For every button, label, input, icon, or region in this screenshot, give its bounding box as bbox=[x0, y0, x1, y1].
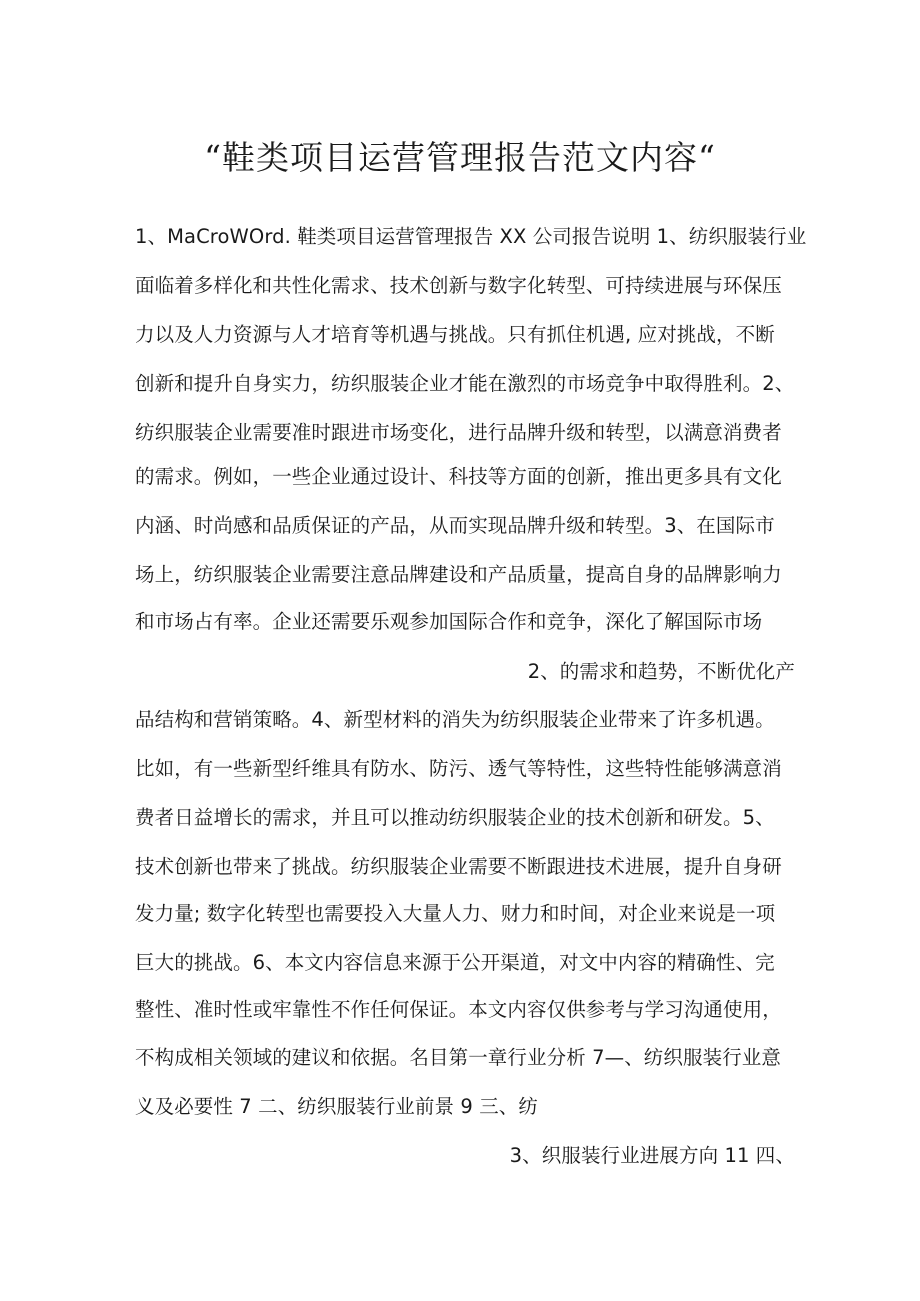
body-line-9: 和市场占有率。企业还需要乐观参加国际合作和竞争，深化了解国际市场 bbox=[135, 610, 763, 633]
body-line-5: 纺织服装企业需要准时跟进市场变化，进行品牌升级和转型，以满意消费者 bbox=[135, 421, 782, 444]
body-line-6: 的需求。例如，一些企业通过设计、科技等方面的创新，推出更多具有文化 bbox=[135, 465, 782, 488]
body-line-18: 不构成相关领域的建议和依据。名目第一章行业分析 7—、纺织服装行业意 bbox=[135, 1046, 782, 1069]
body-line-20: 3、织服装行业进展方向 11 四、 bbox=[509, 1144, 795, 1167]
body-line-13: 费者日益增长的需求，并且可以推动纺织服装企业的技术创新和研发。5、 bbox=[135, 806, 775, 829]
body-line-17: 整性、准时性或牢靠性不作任何保证。本文内容仅供参考与学习沟通使用， bbox=[135, 998, 782, 1021]
body-line-4: 创新和提升自身实力，纺织服装企业才能在激烈的市场竞争中取得胜利。2、 bbox=[135, 372, 795, 395]
body-line-8: 场上，纺织服装企业需要注意品牌建设和产品质量，提高自身的品牌影响力 bbox=[135, 563, 782, 586]
body-line-10: 2、的需求和趋势，不断优化产 bbox=[527, 660, 795, 683]
body-line-2: 面临着多样化和共性化需求、技术创新与数字化转型、可持续进展与环保压 bbox=[135, 274, 782, 297]
body-line-3: 力以及人力资源与人才培育等机遇与挑战。只有抓住机遇, 应对挑战，不断 bbox=[135, 323, 775, 346]
body-line-7: 内涵、时尚感和品质保证的产品，从而实现品牌升级和转型。3、在国际市 bbox=[135, 514, 775, 537]
document-title: “鞋类项目运营管理报告范文内容“ bbox=[204, 138, 716, 177]
body-line-14: 技术创新也带来了挑战。纺织服装企业需要不断跟进技术进展，提升自身研 bbox=[135, 855, 782, 878]
body-line-12: 比如，有一些新型纤维具有防水、防污、透气等特性，这些特性能够满意消 bbox=[135, 757, 782, 780]
body-line-15: 发力量; 数字化转型也需要投入大量人力、财力和时间，对企业来说是一项 bbox=[135, 902, 776, 925]
body-line-1: 1、MaCroWOrd. 鞋类项目运营管理报告 XX 公司报告说明 1、纺织服装行业 bbox=[135, 225, 807, 248]
body-line-11: 品结构和营销策略。4、新型材料的消失为纺织服装企业带来了许多机遇。 bbox=[135, 708, 775, 731]
body-line-16: 巨大的挑战。6、本文内容信息来源于公开渠道，对文中内容的精确性、完 bbox=[135, 951, 775, 974]
body-line-19: 义及必要性 7 二、纺织服装行业前景 9 三、纺 bbox=[135, 1095, 539, 1118]
